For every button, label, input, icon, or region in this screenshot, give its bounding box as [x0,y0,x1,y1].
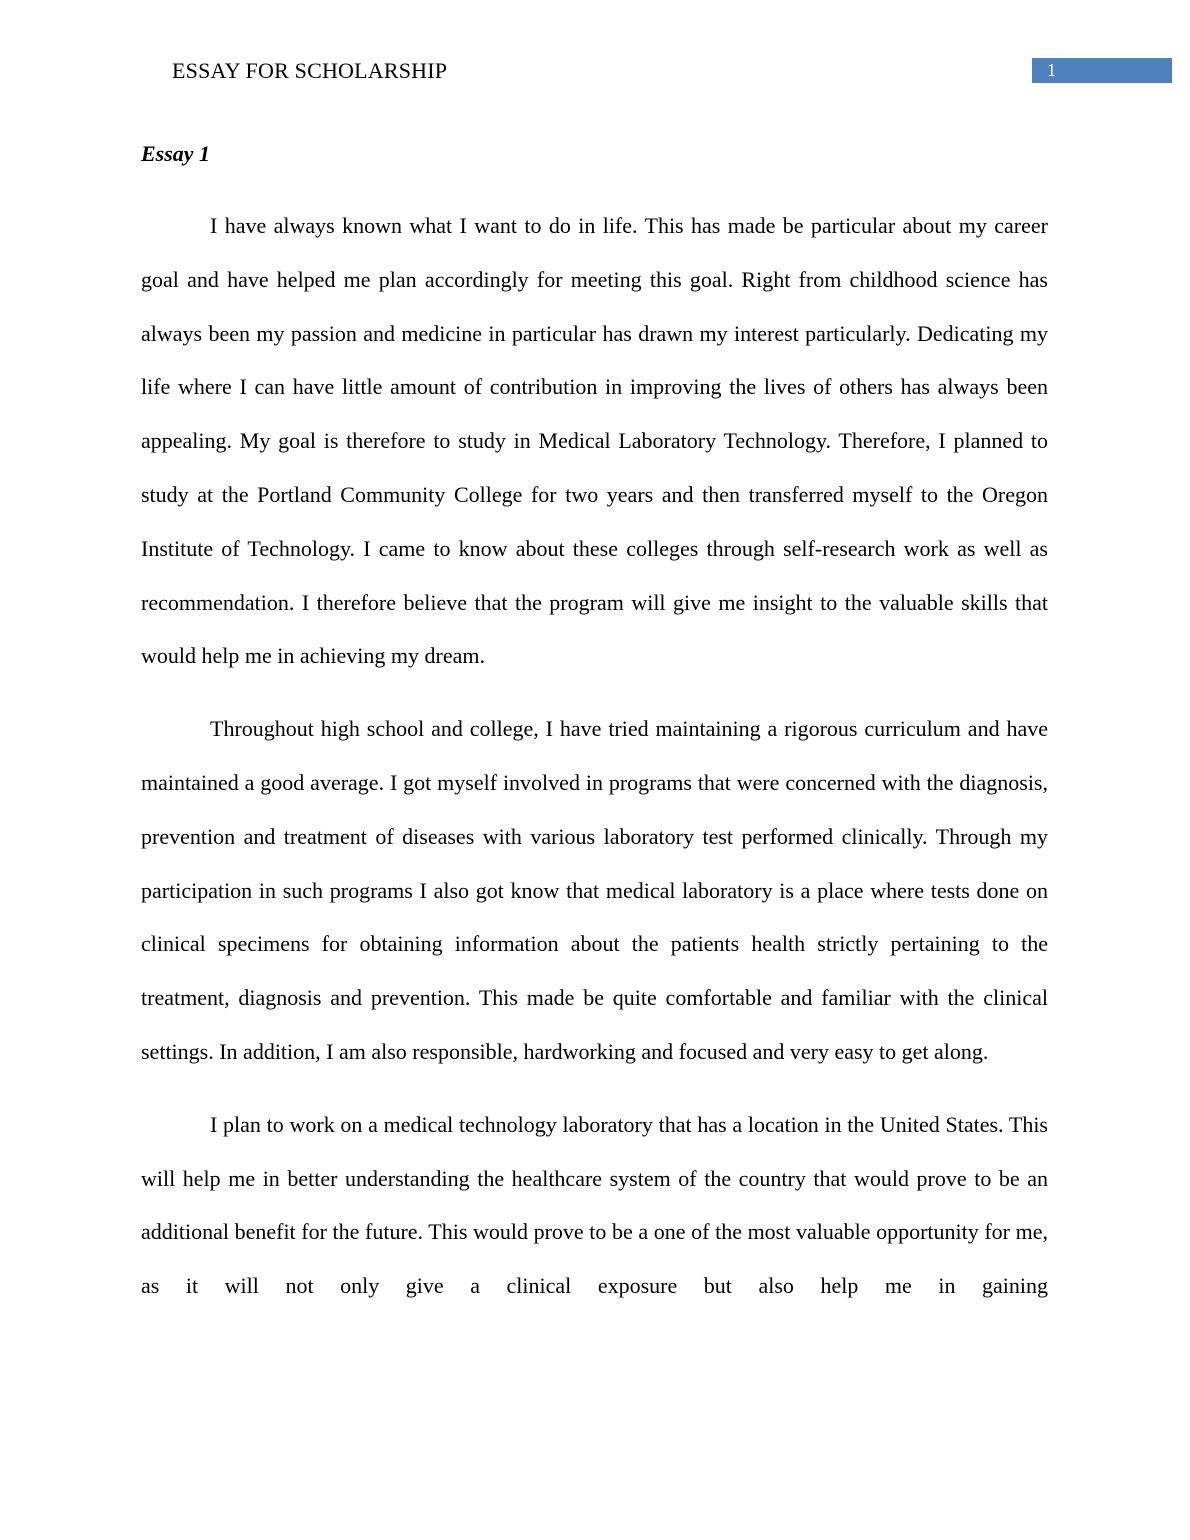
paragraph-3: I plan to work on a medical technology laboratory that has a location in the United States. This will help me in better understanding the healthcare system of the country that would prove to be an additional benefit for the future. This would prove to be a one of the most valuable opportunity for me, as it will not only give a clinical exposure but also help me in gaining [141,1111,1048,1299]
page-number: 1 [1047,60,1056,80]
paragraph-2: Throughout high school and college, I have tried maintaining a rigorous curriculum and have maintained a good average. I got myself involved in programs that were concerned with the diagnosis, prevention and treatment of diseases with various laboratory test performed clinically. Through my participation in such programs I also got know that medical laboratory is a place where tests done on clinical specimens for obtaining information about the patients health strictly pertaining to the treatment, diagnosis and prevention. This made be quite comfortable and familiar with the clinical settings. In addition, I am also responsible, hardworking and focused and very easy to get along. [141,716,1048,1064]
essay-body [141,199,1048,1332]
essay-heading: Essay 1 [141,141,211,166]
running-head: ESSAY FOR SCHOLARSHIP [172,58,448,83]
paragraph-1: I have always known what I want to do in life. This has made be particular about my career goal and have helped me plan accordingly for meeting this goal. Right from childhood science has always been my passion and medicine in particular has drawn my interest particularly. Dedicating my life where I can have little amount of contribution in improving the lives of others has always been appealing. My goal is therefore to study in Medical Laboratory Technology. Therefore, I planned to study at the Portland Community College for two years and then transferred myself to the Oregon Institute of Technology. I came to know about these colleges through self-research work as well as recommendation. I therefore believe that the program will give me insight to the valuable skills that would help me in achieving my dream. [141,213,1048,669]
page-number-badge [1032,58,1172,83]
